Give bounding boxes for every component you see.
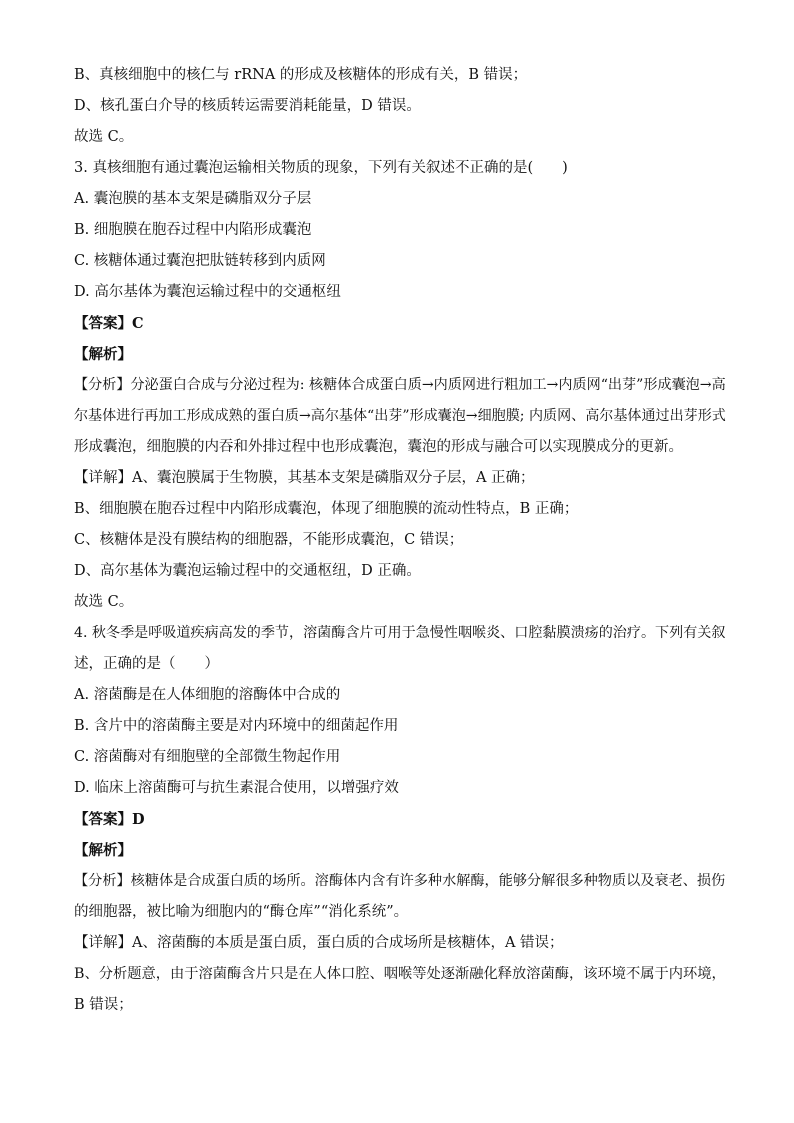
- text-line: 故选 C。: [74, 129, 134, 145]
- question-4-option-b: B. 含片中的溶菌酶主要是对内环境中的细菌起作用: [74, 718, 399, 734]
- question-4-detail-line: B 错误；: [74, 997, 133, 1013]
- text-line: D、核孔蛋白介导的核质转运需要消耗能量，D 错误。: [74, 98, 421, 114]
- question-3-option-d: D. 高尔基体为囊泡运输过程中的交通枢纽: [74, 284, 341, 300]
- question-3-stem: 3. 真核细胞有通过囊泡运输相关物质的现象，下列有关叙述不正确的是( ): [74, 160, 568, 176]
- question-4-option-c: C. 溶菌酶对有细胞壁的全部微生物起作用: [74, 749, 341, 765]
- question-3-analysis-line: 尔基体进行再加工形成成熟的蛋白质→高尔基体“出芽”形成囊泡→细胞膜; 内质网、高尔基体通过出芽形式: [74, 408, 726, 424]
- question-4-stem: 述，正确的是（ ）: [74, 656, 219, 672]
- question-4-analysis-heading: 【解析】: [74, 842, 132, 859]
- question-3-detail-line: C、核糖体是没有膜结构的细胞器，不能形成囊泡，C 错误；: [74, 532, 464, 548]
- question-4-detail-line: B、分析题意，由于溶菌酶含片只是在人体口腔、咽喉等处逐渐融化释放溶菌酶，该环境不属于内环境，: [74, 966, 726, 982]
- question-3-option-a: A. 囊泡膜的基本支架是磷脂双分子层: [74, 191, 312, 207]
- question-3-analysis-heading: 【解析】: [74, 346, 132, 363]
- question-4-analysis-line: 的细胞器，被比喻为细胞内的“酶仓库”“消化系统”。: [74, 904, 409, 920]
- question-3-detail-line: D、高尔基体为囊泡运输过程中的交通枢纽，D 正确。: [74, 563, 421, 579]
- question-4-answer: 【答案】D: [74, 811, 145, 828]
- question-3-option-c: C. 核糖体通过囊泡把肽链转移到内质网: [74, 253, 326, 269]
- question-3-analysis-line: 【分析】分泌蛋白合成与分泌过程为: 核糖体合成蛋白质→内质网进行粗加工→内质网“出芽”形成囊泡→高: [74, 377, 726, 393]
- question-4-stem: 4. 秋冬季是呼吸道疾病高发的季节，溶菌酶含片可用于急慢性咽喉炎、口腔黏膜溃疡的治疗。下列有关叙: [74, 625, 726, 641]
- question-3-answer: 【答案】C: [74, 315, 144, 332]
- question-3-detail-line: B、细胞膜在胞吞过程中内陷形成囊泡，体现了细胞膜的流动性特点，B 正确；: [74, 501, 579, 517]
- question-4-detail-line: 【详解】A、溶菌酶的本质是蛋白质，蛋白质的合成场所是核糖体，A 错误；: [74, 935, 564, 951]
- question-3-option-b: B. 细胞膜在胞吞过程中内陷形成囊泡: [74, 222, 312, 238]
- question-3-detail-line: 【详解】A、囊泡膜属于生物膜，其基本支架是磷脂双分子层，A 正确；: [74, 470, 535, 486]
- question-4-option-a: A. 溶菌酶是在人体细胞的溶酶体中合成的: [74, 687, 341, 703]
- question-4-analysis-line: 【分析】核糖体是合成蛋白质的场所。溶酶体内含有许多种水解酶，能够分解很多种物质以及衰老、损伤: [74, 873, 726, 889]
- question-3-conclusion: 故选 C。: [74, 594, 134, 610]
- question-3-analysis-line: 形成囊泡，细胞膜的内吞和外排过程中也形成囊泡，囊泡的形成与融合可以实现膜成分的更新。: [74, 439, 683, 455]
- document-body: [74, 60, 726, 1021]
- text-line: B、真核细胞中的核仁与 rRNA 的形成及核糖体的形成有关，B 错误；: [74, 67, 528, 83]
- question-4-option-d: D. 临床上溶菌酶可与抗生素混合使用，以增强疗效: [74, 780, 399, 796]
